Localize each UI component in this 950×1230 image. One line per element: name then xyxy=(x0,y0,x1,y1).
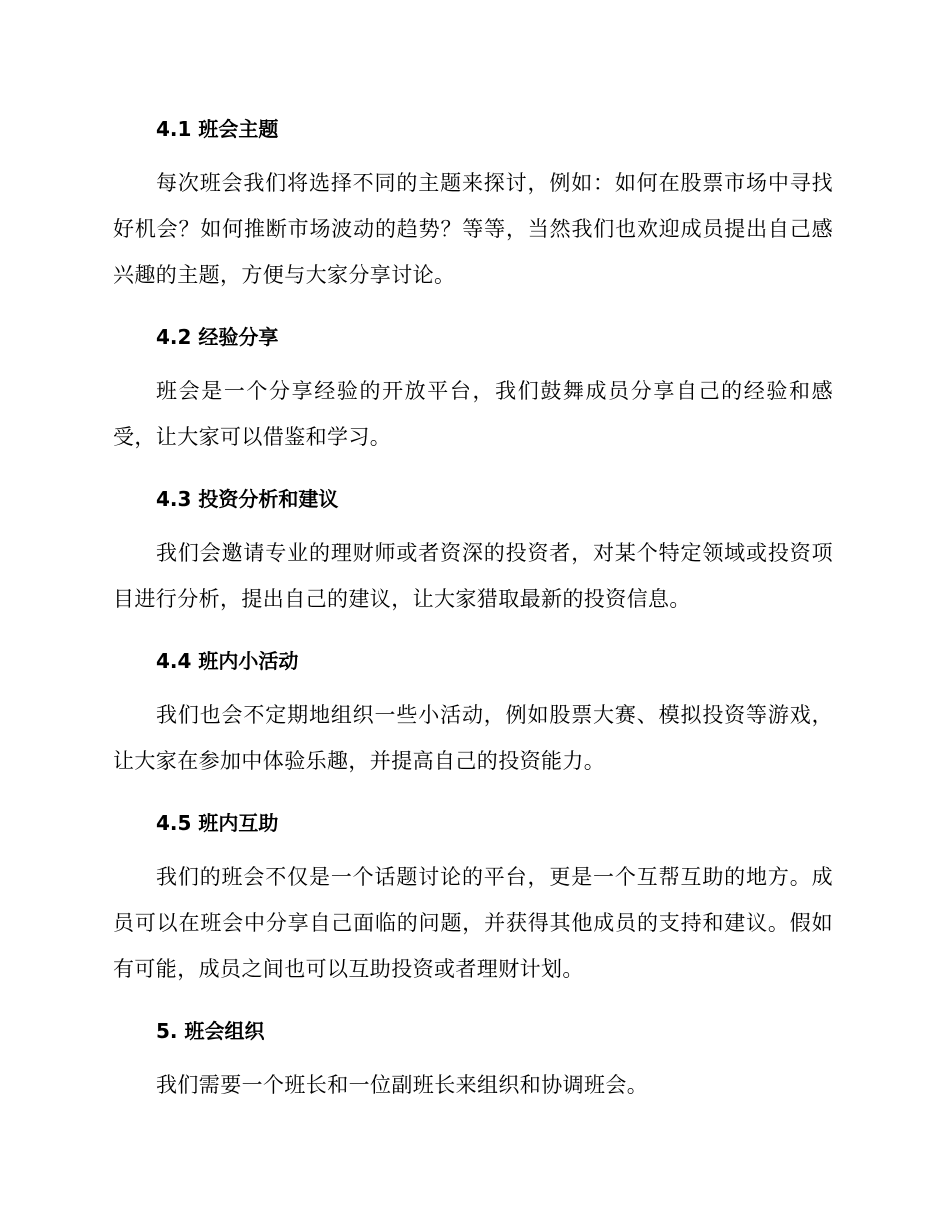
section-4-1 xyxy=(113,108,833,298)
section-heading: 4.1 班会主题 xyxy=(156,117,279,141)
section-paragraph: 我们需要一个班长和一位副班长来组织和协调班会。 xyxy=(156,1073,649,1097)
section-paragraph: 每次班会我们将选择不同的主题来探讨，例如：如何在股票市场中寻找好机会？如何推断市场波动的趋势？等等，当然我们也欢迎成员提出自己感兴趣的主题，方便与大家分享讨论。 xyxy=(113,171,833,287)
section-heading: 4.2 经验分享 xyxy=(156,325,279,349)
section-heading: 5. 班会组织 xyxy=(156,1019,265,1043)
section-4-3 xyxy=(113,478,833,622)
section-heading: 4.3 投资分析和建议 xyxy=(156,487,339,511)
section-paragraph: 我们也会不定期地组织一些小活动，例如股票大赛、模拟投资等游戏，让大家在参加中体验乐趣，并提高自己的投资能力。 xyxy=(113,703,833,773)
section-4-2 xyxy=(113,316,833,460)
section-paragraph: 班会是一个分享经验的开放平台，我们鼓舞成员分享自己的经验和感受，让大家可以借鉴和学习。 xyxy=(113,379,833,449)
section-4-5 xyxy=(113,802,833,992)
section-paragraph: 我们的班会不仅是一个话题讨论的平台，更是一个互帮互助的地方。成员可以在班会中分享自己面临的问题，并获得其他成员的支持和建议。假如有可能，成员之间也可以互助投资或者理财计划。 xyxy=(113,865,833,981)
section-4-4 xyxy=(113,640,833,784)
section-paragraph: 我们会邀请专业的理财师或者资深的投资者，对某个特定领域或投资项目进行分析，提出自己的建议，让大家猎取最新的投资信息。 xyxy=(113,541,833,611)
section-heading: 4.5 班内互助 xyxy=(156,811,279,835)
document-body xyxy=(113,108,833,1108)
section-heading: 4.4 班内小活动 xyxy=(156,649,299,673)
section-5 xyxy=(113,1010,833,1108)
